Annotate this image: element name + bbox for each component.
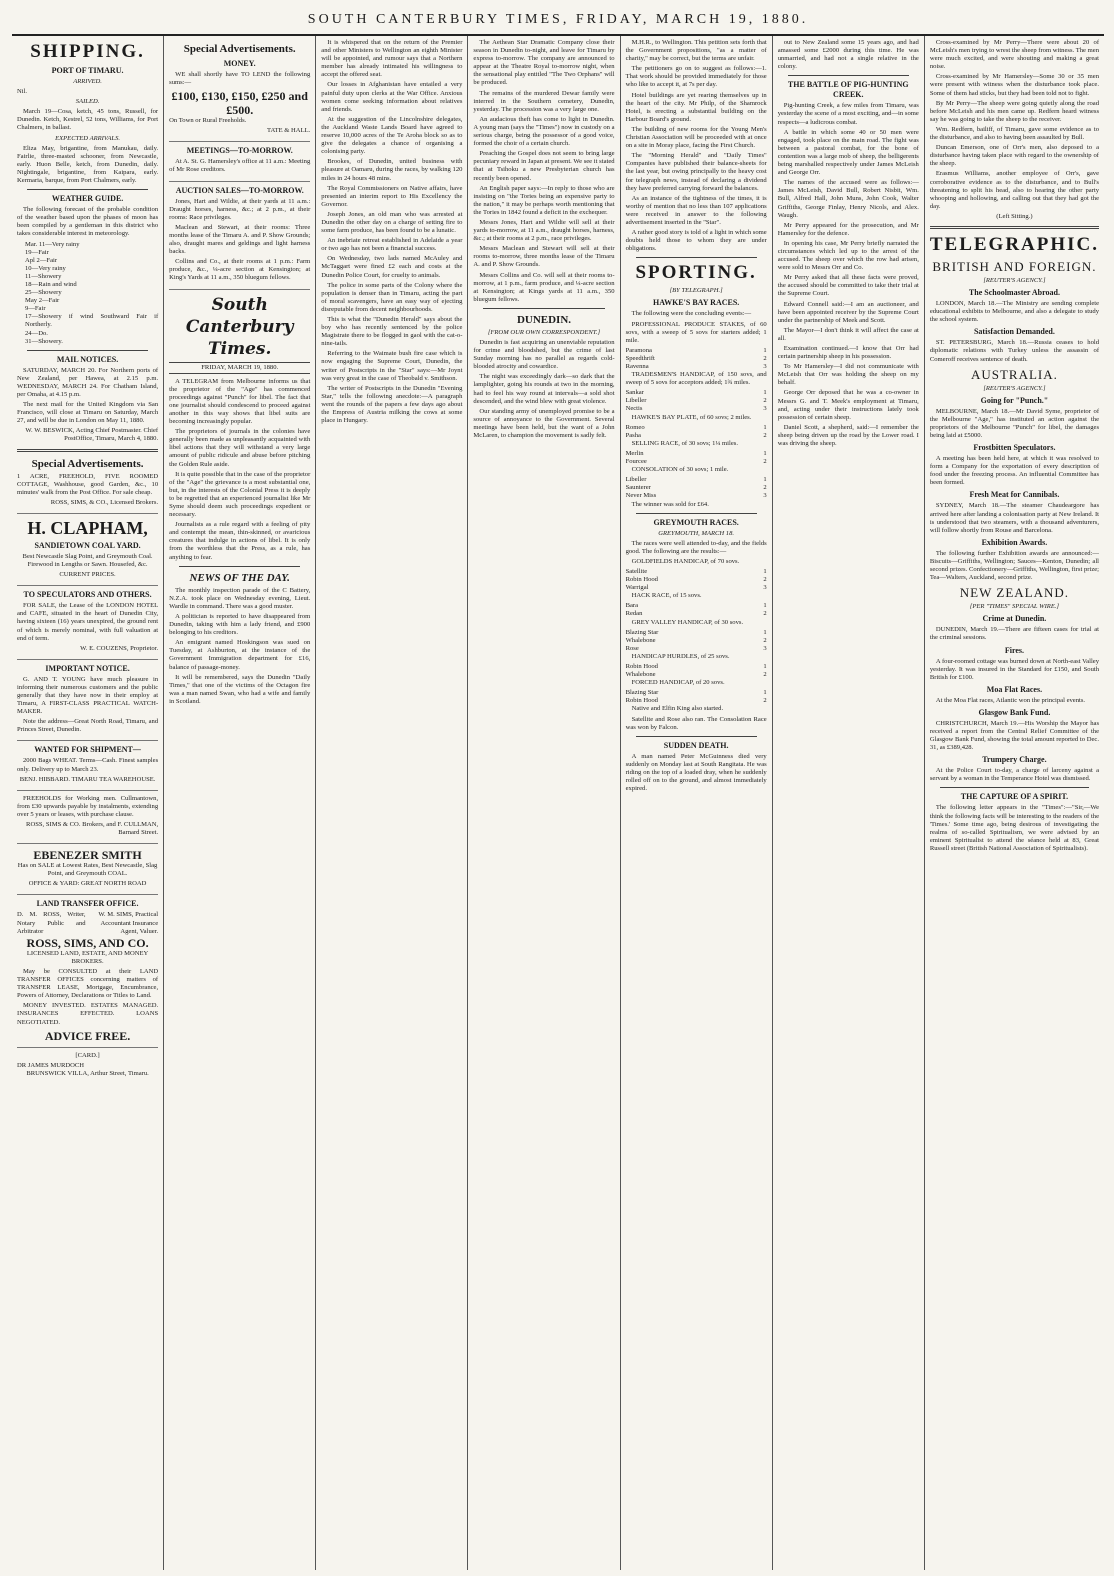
auction-text-3: Collins and Co., at their rooms at 1 p.m.: Farm produce, &c., ¼-acre section at Kensington; at King's Yards at 11 a.m., 350 bluegum fellows. (169, 258, 311, 282)
news-paragraph: Messrs Collins and Co. will sell at their rooms to-morrow, at 1 p.m., farm produce, and ¼-acre section at Kensington; at Kings yards at 11 a.m., 350 bluegum fellows. (473, 271, 615, 303)
land-right: W. M. SIMS, Practical Accountant Insurance Agent, Valuer. (98, 911, 159, 935)
nz-sub: [PER "TIMES" SPECIAL WIRE.] (969, 603, 1060, 611)
editorial-paragraph: The proprietors of journals in the colonies have generally been made as unpleasantly acquainted with libel actions that they will withstand a very large amount of public ridicule and abuse before pitching the Golden Rule aside. (169, 428, 311, 468)
race-name: TRADESMEN'S HANDICAP, of 150 sovs, and sweep of 5 sovs for acceptors added; 1¾ miles. (625, 371, 767, 387)
capture-text: The following letter appears in the "Times":—"Sir,—We think the following facts will be interesting to the readers of the 'Times.' Some time ago, being desirous of investigating the realms of so-called Spiritualism, we were advised by an eminent Spiritualist to attend the séance held at 83, Great Russell street (British National Association of Spiritualists). (929, 804, 1100, 852)
weather-item: 31—Showery. (25, 337, 63, 345)
news-paragraph: Preaching the Gospel does not seem to bring large pecuniary reward in Japan at present. We see it stated that at Tsihoku a new Presbyterian church has recently been opened. (473, 150, 615, 182)
horse-name: Sankar (625, 389, 644, 397)
horse-name: Speedthrift (625, 354, 655, 362)
column-1 (12, 36, 164, 1570)
clapham-text: Best Newcastle Slag Point, and Greymouth Coal. Firewood in Lengths or Sawn. Housefed, &c. (22, 552, 153, 569)
clapham-sub: SANDIETOWN COAL YARD. (34, 540, 141, 550)
race-name: GREY VALLEY HANDICAP, of 30 sovs. (631, 618, 744, 626)
race-name: HAWKE'S BAY PLATE, of 60 sovs; 2 miles. (631, 413, 752, 421)
wanted-sign: BENJ. HIBBARD. TIMARU TEA WAREHOUSE. (19, 775, 156, 783)
news-paragraph: Duncan Emerson, one of Orr's men, also deposed to a disturbance having taken place with regard to the ownership of the sheep. (929, 144, 1100, 168)
race-name: CONSOLATION of 30 sovs; 1 mile. (631, 466, 729, 474)
smith-ad (17, 848, 158, 895)
money-ad (169, 59, 310, 142)
clapham-name: H. CLAPHAM, (27, 517, 148, 538)
battle-paragraph: A battle in which some 40 or 50 men were engaged, took place on the main road. The fight was between a pastoral combat, for the bone of contention was a large mob of sheep, the belligerents being marshalled respectively under James McLeish and George Orr. (777, 128, 919, 177)
race-result-row (626, 432, 767, 440)
awards-text: The following further Exhibition awards are announced:—Biscuits—Griffiths, Wellington; Sauces—Kenton, Dunedin; all second prizes. Confectionery—Griffiths, Wellington, first prize; Tea—Walters, Auckland, second prize. (929, 549, 1100, 582)
weather-item: 24—Do. (25, 329, 48, 337)
weather-item: 9—Fair (25, 305, 46, 313)
arrived-text: Nil. (17, 88, 28, 96)
placing: 1 (763, 423, 767, 431)
horse-name: Saunterer (625, 484, 651, 492)
dunedin-paragraph: Dunedin is fast acquiring an unenviable reputation for crime and bloodshed, but the crime of last Sunday morning has no parallel as regards cold-blooded atrocity and cowardice. (473, 339, 615, 371)
horse-name: Libeller (625, 476, 647, 484)
wanted-title: WANTED FOR SHIPMENT— (34, 745, 141, 755)
news-paragraph: The remains of the murdered Dewar family were interred in the Southern cemetery, Dunedin, yesterday. The procession was a very large one. (473, 89, 615, 113)
battle-paragraph: Mr Perry asked that all these facts were proved, the accused should be committed to take their trial at the Supreme Court. (777, 274, 919, 298)
news-paragraph: An emigrant named Hoskingson was sued on Tuesday, at Ashburton, at the instance of the Government Immigration department for £16, balance of passage-money. (169, 639, 311, 671)
satisfaction-title: Satisfaction Demanded. (973, 327, 1055, 337)
horse-name: Satellite (625, 567, 648, 575)
card-label: [CARD.] (75, 1051, 100, 1059)
battle-paragraph: The Mayor—I don't think it will affect the case at all. (777, 326, 919, 342)
grey-events (626, 558, 767, 706)
placing: 2 (763, 636, 767, 644)
ross-name: ROSS, SIMS, AND CO. (26, 935, 149, 950)
punch-text: MELBOURNE, March 18.—Mr David Syme, proprietor of the Melbourne "Age," has instituted an action against the proprietors of the Melbourne "Punch" for libel, the damages being laid at £5000. (929, 407, 1100, 439)
weather-item: 18—Rain and wind (25, 280, 77, 288)
clapham-ad (17, 518, 158, 586)
news-paragraph: The "Morning Herald" and "Daily Times" Companies have published their balance-sheets for the last year, but owing principally to the heavy cost for telegraph news, instead of declaring a dividend they have preferred carrying forward the balances. (625, 152, 767, 192)
race-result-row (626, 584, 767, 592)
acre-ad-sign: ROSS, SIMS, & CO., Licensed Brokers. (50, 498, 159, 506)
left-sitting: (Left Sitting.) (996, 212, 1033, 220)
lease-text: FOR SALE, the Lease of the LONDON HOTEL and CAFE, situated in the heart of Dunedin City, having sixteen (16) years unexpired, the ground rent of which is merely nominal, with full valuation at end of term. (17, 602, 159, 642)
horse-name: Robin Hood (625, 697, 658, 705)
mail-sign: W. W. BESWICK, Acting Chief Postmaster. Chief PostOffice, Timaru, March 4, 1880. (25, 427, 159, 443)
crime-title: Crime at Dunedin. (982, 614, 1047, 624)
placing: 2 (763, 671, 767, 679)
sailed-text: March 19—Cosa, ketch, 45 tons, Russell, for Dunedin. Ketch, Kestrel, 52 tons, Williams, for Port Chalmers, in ballast. (17, 108, 159, 132)
column-5 (621, 36, 773, 1570)
horse-name: Libeller (625, 397, 647, 405)
australia-title: AUSTRALIA. (970, 366, 1058, 382)
battle-paragraph: In opening his case, Mr Perry briefly narrated the circumstances which led up to the arrest of the accused. The sheep over which the row had arisen, were sold to Messrs Orr and Co. (777, 239, 919, 272)
grey-note-2: Satellite and Rose also ran. The Consolation Race was won by Falcon. (625, 715, 767, 731)
dunedin-title: DUNEDIN. (516, 313, 572, 326)
acre-ad (17, 473, 158, 514)
winner-note: The winner was sold for £64. (631, 500, 709, 508)
placing: 1 (763, 389, 767, 397)
expected-text: Eliza May, brigantine, from Manukau, daily. Fairlie, three-masted schooner, from Newcastle, early. Huon Belle, ketch, from Dunedin, daily. Nightingale, brigantine, from Kaipara, early. Kermaria, barque, from Port Chalmers, early. (17, 144, 159, 185)
news-paragraph: An English paper says:—In reply to those who are insisting on "the Tories being an expensive party to the nation," it may be perhaps worth mentioning that the Tories in 1842 found a deficit in the exchequer. (473, 184, 615, 216)
meetings-text: At A. St. G. Hamersley's office at 11 a.m.: Meeting of Mr Rose creditors. (169, 158, 311, 174)
news-paragraph: A rather good story is told of a light in which some doubts held those to whom they are under obligations. (625, 229, 767, 253)
advice-free: ADVICE FREE. (44, 1028, 131, 1043)
trumpery-text: At the Police Court to-day, a charge of larceny against a servant by a woman in the Temperance Hotel was dismissed. (929, 767, 1100, 783)
placing: 1 (763, 449, 767, 457)
race-result-row (626, 602, 767, 610)
horse-name: Romeo (625, 423, 645, 431)
awards-title: Exhibition Awards. (981, 537, 1048, 547)
placing: 1 (763, 663, 767, 670)
news-paragraph: The Royal Commissioners on Native affairs, have presented an interim report to His Excellency the Governor. (321, 184, 463, 208)
punch-title: Going for "Punch." (980, 395, 1049, 405)
flat-text: At the Moa Flat races, Atlantic won the principal events. (935, 696, 1086, 704)
race-result-row (626, 697, 767, 705)
nz-title: NEW ZEALAND. (959, 585, 1070, 601)
weather-text: The following forecast of the probable condition of the weather based upon the phases of moon has been compiled by a gentleman in this district who takes considerable interest in meteorology. (17, 206, 159, 238)
nameplate: South Canterbury Times. (185, 294, 294, 359)
battle-paragraph: The names of the accused were as follows:—James McLeish, David Bull, Robert Nisbit, Wm. Bull, Alfred Hall, John Muns, John Cook, Walter Griffiths, George Finlay, Henry Nicols, and Alex. Waugh. (777, 179, 919, 219)
acre-ad-text: 1 ACRE, FREEHOLD, FIVE ROOMED COTTAGE, Washhouse, good Garden, &c., 10 minutes' walk from the Post Office. For sale cheap. (17, 472, 159, 496)
news-paragraph: The building of new rooms for the Young Men's Christian Association will be proceeded with at once on a site in Moray place, facing the First Church. (625, 125, 767, 150)
auction-title: AUCTION SALES—TO-MORROW. (175, 185, 304, 195)
news-paragraph: Messrs Jones, Hart and Wildie will sell at their yards to-morrow, at 11 a.m., draught horses, harness, &c.; at their rooms at 2 p.m., race privileges. (473, 218, 615, 243)
young-text-2: Note the address—Great North Road, Timaru, and Princes Street, Dunedin. (17, 718, 159, 734)
news-paragraph: Brookes, of Dunedin, united business with pleasure at Oamaru, during the races, by walking 120 miles in 24 hours 48 mins. (321, 158, 463, 182)
column-7 (925, 36, 1104, 1570)
race-name: PROFESSIONAL PRODUCE STAKES, of 60 sovs, with a sweep of 5 sovs for starters added; 1 mile. (625, 320, 767, 344)
news-paragraph: An inebriate retreat established in Adelaide a year or two ago has not been a financial success. (321, 237, 463, 253)
news-paragraph: Hotel buildings are yet rearing themselves up in the heart of the city. Mr Philp, of the Shamrock Hotel, is erecting a substantial building on the Harbour Board's ground. (625, 91, 767, 123)
weather-title: WEATHER GUIDE. (51, 194, 124, 204)
horse-name: Bara (625, 602, 639, 610)
lease-title: TO SPECULATORS AND OTHERS. (23, 590, 152, 600)
frostbitten-text: A meeting has been held here, at which it was resolved to form a Company for the exportation of every description of food under the freezing process. An influential Committee has been formed. (929, 455, 1100, 487)
reuters-label-2: [REUTER'S AGENCY.] (983, 384, 1046, 392)
placing: 2 (763, 397, 767, 405)
editorial-paragraph: A TELEGRAM from Melbourne informs us that the proprietor of the "Age" has commenced proceedings against "Punch" for libel. The fact that one journalist should condescend to proceed against another in this way shows that libel suits are becoming increasingly popular. (169, 377, 311, 426)
mail-title: MAIL NOTICES. (56, 354, 119, 364)
editorial-paragraph: Journalists as a rule regard with a feeling of pity and contempt the mean, thin-skinned, or avaricious creatures that indulge in actions of libel. It is only from the worthless that the Press, as a rule, has anything to fear. (169, 521, 311, 561)
battle-paragraph: Edward Connell said:—I am an auctioneer, and have been appointed receiver by the Supreme Court under the partnership of Meek and Scott. (777, 300, 919, 324)
weather-item: May 2—Fair (25, 297, 60, 305)
important-title: IMPORTANT NOTICE. (45, 663, 130, 673)
placing: 2 (763, 576, 767, 584)
freeholds-sign: ROSS, SIMS & CO. Brokers, and F. CULLMAN, Barnard Street. (26, 821, 159, 837)
column-4 (468, 36, 620, 1570)
horse-name: Robin Hood (625, 663, 658, 670)
news-paragraph: On Wednesday, two lads named McAuley and McTaggart were fined £2 each and costs at the Dunedin Police Court, for cruelty to animals. (321, 255, 463, 279)
news-paragraph: Erasmus Williams, another employee of Orr's, gave corroborative evidence as to the disturbance, and to Bull's threatening to split his head, also to hearing the other party whooping and hollowing, and calling out that they had got the day. (929, 170, 1100, 210)
money-sign: TATE & HALL. (267, 127, 311, 135)
race-result-row (626, 397, 767, 405)
editorial-paragraph: It is quite possible that in the case of the proprietor of the "Age" the grievance is a most substantial one, but, in the interests of the Colonial Press it is deeply to be regretted that an experienced journalist like Mr Syme should deem such proceedings expedient or necessary. (169, 470, 311, 519)
hawkes-events (626, 321, 767, 501)
money-text: WE shall shortly have TO LEND the following sums:— (169, 71, 311, 87)
weather-list (17, 241, 158, 346)
news-paragraph: A politician is reported to have disappeared from Dunedin, taking with him a lady friend, and £900 belonging to his creditors. (169, 612, 311, 637)
race-result-row (626, 476, 767, 484)
murdoch-name: DR JAMES MURDOCH (17, 1061, 85, 1069)
race-result-row (626, 492, 767, 500)
news-paragraph: The monthly inspection parade of the C Battery, N.Z.A. took place on Wednesday evening, Lieut. Wardle in command. There was a good muster. (169, 586, 311, 610)
young-ad (17, 664, 158, 742)
placing: 3 (763, 363, 767, 370)
race-result-row (626, 484, 767, 492)
mail-text: SATURDAY, MARCH 20. For Northern ports of New Zealand, per Hawea, at 2.15 p.m. WEDNESDAY, MARCH 24. For Chatham Island, per Omaha, at 4.15 p.m. (17, 366, 159, 398)
race-name: HACK RACE, of 15 sovs. (631, 592, 702, 600)
smith-office: OFFICE & YARD: GREAT NORTH ROAD (28, 880, 147, 888)
ross-text-3: MONEY INVESTED. ESTATES MANAGED. INSURANCES EFFECTED. LOANS NEGOTIATED. (17, 1002, 159, 1026)
weather-item: 19—Fair (25, 248, 49, 256)
placing: 3 (763, 405, 767, 413)
ross-text-2: May be CONSULTED at their LAND TRANSFER OFFICES concerning matters of TRANSFER LEASE, Mortgage, Encumbrance, Powers of Attorney, Declarations or Titles to Land. (17, 967, 159, 1000)
column-3 (316, 36, 468, 1570)
auction-text: Jones, Hart and Wildie, at their yards at 11 a.m.: Draught horses, harness, &c.; at 2 p.m., at their rooms: Race privileges. (169, 197, 311, 221)
placing: 1 (763, 602, 767, 610)
news-paragraph: An audacious theft has come to light in Dunedin. A young man (says the "Times") now in custody on a serious charge, being the possessor of a good voice, formed the choir of a certain church. (473, 115, 615, 148)
horse-name: Paramona (625, 346, 652, 354)
news-paragraph: As an instance of the tightness of the times, it is worthy of mention that no less than 107 applications were received in answer to the following advertisement inserted in the "Star". (625, 194, 767, 226)
port-title: PORT OF TIMARU. (51, 66, 124, 75)
grey-note: Native and Elfin King also started. (631, 705, 724, 713)
horse-name: Ravenna (625, 363, 649, 370)
grey-title: GREYMOUTH RACES. (653, 517, 739, 527)
battle-paragraph: Mr Perry appeared for the prosecution, and Mr Hamersley for the defence. (777, 221, 919, 237)
race-result-row (626, 568, 767, 576)
news-paragraph: It is whispered that on the return of the Premier and other Ministers to Wellington an eighth Minister will be appointed, and rumour says that a Northern member has already intimated his willingness to accept the offered seat. (321, 39, 463, 79)
news-title: NEWS OF THE DAY. (189, 571, 290, 584)
news-paragraph: The petitioners go on to suggest as follows:—1. That work should be provided immediately for those who like to accept it, at 7s per day. (625, 65, 767, 89)
glasgow-text: CHRISTCHURCH, March 19.—His Worship the Mayor has received a report from the Central Relief Committee of the Glasgow Bank Fund, showing the total amount reported to Dec. 31, as £389,428. (929, 719, 1100, 752)
crime-text: DUNEDIN, March 19.—There are fifteen cases for trial at the criminal sessions. (929, 626, 1100, 642)
capture-title: THE CAPTURE OF A SPIRIT. (960, 792, 1069, 802)
placing: 2 (763, 697, 767, 705)
weather-item: Apl 2—Fair (25, 256, 58, 264)
grey-dateline: GREYMOUTH, MARCH 18. (658, 529, 735, 537)
expected-heading: EXPECTED ARRIVALS. (55, 134, 121, 142)
column-6 (773, 36, 925, 1570)
race-result-row (626, 663, 767, 671)
weather-item: 11—Showery (25, 272, 62, 280)
horse-name: Rose (625, 644, 639, 652)
placing: 2 (763, 458, 767, 466)
meetings-ad (169, 146, 310, 181)
auction-text-2: Maclean and Stewart, at their rooms: Three months lease of the Timaru A. and P. Show Grounds; also, draught mares and geldings and light harness backs. (169, 223, 311, 256)
horse-name: Pasha (625, 431, 641, 439)
dunedin-paragraph: Our standing army of unemployed promise to be a source of annoyance to the Government. Several meetings have been held, but the want of a John McLaren, to champion the movement is sadly felt. (473, 407, 615, 440)
race-result-row (626, 629, 767, 637)
smith-name: EBENEZER SMITH (33, 848, 142, 863)
young-text: G. AND T. YOUNG have much pleasure in informing their numerous customers and the public generally that they have now in their employ at Timaru, A FIRST-CLASS PRACTICAL WATCH-MAKER. (17, 675, 159, 716)
news-paragraph: Cross-examined by Mr Perry—There were about 20 of McLeish's men trying to wrest the sheep from witness. The men were much excited, and were shouting and making a great noise. (929, 39, 1100, 71)
horse-name: Redan (625, 610, 643, 618)
flat-title: Moa Flat Races. (986, 684, 1043, 694)
battle-paragraph: Examination continued.—I know that Orr had certain partnership sheep in his possession. (777, 345, 919, 361)
lease-ad (17, 590, 158, 660)
land-title: LAND TRANSFER OFFICE. (36, 899, 139, 909)
ross-text: LICENSED LAND, ESTATE, AND MONEY BROKERS. (26, 949, 149, 965)
news-paragraph: Messrs Maclean and Stewart will sell at their rooms to-morrow, three months lease of the Timaru A. and P. Show Grounds. (473, 245, 615, 269)
auction-ad (169, 186, 310, 290)
race-result-row (626, 645, 767, 653)
special-ads-title-2: Special Advertisements. (183, 43, 296, 55)
horse-name: Whalebone (625, 671, 656, 679)
placing: 2 (763, 354, 767, 362)
news-paragraph: The police in some parts of the Colony where the population is denser than in Timaru, acting the part of moral scavengers, have an easy way of ejecting disreputable from decent neighbourhoods. (321, 281, 463, 313)
weather-item: 17—Showery if wind Southward Fair if Northerly. (25, 313, 159, 329)
horse-name: Never Miss (625, 492, 657, 500)
grey-intro: The races were well attended to-day, and the fields good. The following are the results:— (625, 539, 767, 555)
news-paragraph: Our losses in Afghanistan have entailed a very painful duty upon clerks at the War Office. Anxious women come seeking information about relatives and friends. (321, 81, 463, 113)
school-text: LONDON, March 18.—The Ministry are sending complete educational exhibits to Melbourne, and also a delegate to study the school system. (929, 300, 1100, 324)
race-result-row (626, 363, 767, 371)
battle-paragraph: Daniel Scott, a shepherd, said:—I remember the sheep being driven up the road by the Lower road. I was driving the sheep. (777, 423, 919, 448)
hawkes-title: HAWKE'S BAY RACES. (652, 298, 740, 308)
race-result-row (626, 637, 767, 645)
race-result-row (626, 450, 767, 458)
land-ad (17, 899, 158, 1047)
meetings-title: MEETINGS—TO-MORROW. (186, 146, 293, 156)
horse-name: Nectis (625, 405, 643, 413)
smith-text: Has on SALE at Lowest Rates, Best Newcastle, Slag Point, and Greymouth COAL. (17, 862, 158, 878)
special-ads-title: Special Advertisements. (31, 457, 144, 470)
race-result-row (626, 458, 767, 466)
murdoch-sub: BRUNSWICK VILLA, Arthur Street, Timaru. (26, 1069, 149, 1077)
sailed-heading: SAILED. (75, 98, 100, 106)
sudden-text: A man named Peter McGuinness died very suddenly on Monday last at South Rangitata. He was riding on the top of a loaded dray, when he suddenly rolled off on to the ground, and almost immediately expired. (625, 752, 767, 793)
battle-paragraph: To Mr Hamersley—I did not communicate with McLeish that Orr was holding the sheep on my behalf. (777, 363, 919, 387)
editorial-dateline: FRIDAY, MARCH 19, 1880. (169, 362, 310, 374)
money-title: MONEY. (223, 59, 256, 68)
news-paragraph: Cross-examined by Mr Hamersley—Some 30 or 35 men were present with witness when the disturbance took place. Some of them had sticks, but they had been told not to fight. (929, 73, 1100, 97)
fires-text: A four-roomed cottage was burned down at North-east Valley yesterday. It was insured in the Standard for £150, and South British for £100. (929, 657, 1100, 681)
shipping-title: SHIPPING. (30, 41, 145, 62)
freeholds-ad (17, 795, 158, 844)
placing: 2 (763, 431, 767, 439)
race-result-row (626, 405, 767, 413)
money-sub: On Town or Rural Freeholds. (169, 117, 247, 125)
race-name: GOLDFIELDS HANDICAP, of 70 sovs. (631, 557, 740, 565)
placing: 1 (763, 476, 767, 484)
race-result-row (626, 424, 767, 432)
lease-sign: W. E. COUZENS, Proprietor. (80, 644, 159, 652)
dunedin-sub: [FROM OUR OWN CORRESPONDENT.] (487, 328, 601, 336)
trumpery-title: Trumpery Charge. (982, 755, 1047, 765)
race-name: SELLING RACE, of 30 sovs; 1¼ miles. (631, 439, 738, 447)
news-paragraph: Referring to the Waimate bush fire case which is now engaging the Supreme Court, Dunedin, the writer of Postscripts in the "Star" says:—Mr Joynt was very great in the case of Theobald v. Smithson. (321, 350, 463, 382)
horse-name: Blazing Star (625, 628, 659, 636)
wanted-text: 2000 Bags WHEAT. Terms—Cash. Finest samples only. Delivery up to March 23. (17, 757, 159, 773)
arrived-heading: ARRIVED. (73, 78, 102, 85)
horse-name: Merlin (625, 449, 644, 457)
sporting-sub: [BY TELEGRAPH.] (669, 287, 723, 295)
race-name: FORCED HANDICAP, of 20 sovs. (631, 679, 725, 687)
mail-text-2: The next mail for the United Kingdom via San Francisco, will close at Timaru on Saturday, March 27, and will be due in London on May 11, 1880. (17, 401, 159, 425)
horse-name: Whalebone (625, 636, 656, 644)
placing: 3 (763, 584, 767, 592)
dunedin-paragraph: The night was exceedingly dark—so dark that the lamplighter, going his rounds at two in the morning, had to feel his way round at intervals—a sold shot descended, and the wind blew with great violence. (473, 373, 615, 405)
weather-item: 10—Very rainy (25, 264, 66, 272)
fires-title: Fires. (1004, 645, 1025, 655)
horse-name: Blazing Star (625, 689, 659, 697)
race-result-row (626, 671, 767, 679)
cannibals-title: Fresh Meat for Cannibals. (969, 490, 1060, 500)
news-paragraph: The Aethean Star Dramatic Company close their season in Dunedin to-night, and leave for Timaru by express to-morrow. The company are announced to appear at the Theatre Royal to-morrow night, when the sensational play entitled "The Two Orphans" will be produced. (473, 39, 615, 87)
masthead: SOUTH CANTERBURY TIMES, FRIDAY, MARCH 19, 1880. (12, 8, 1104, 36)
weather-item: Mar. 11—Very rainy (25, 240, 80, 248)
sudden-title: SUDDEN DEATH. (663, 740, 729, 750)
column-2 (164, 36, 316, 1570)
race-result-row (626, 389, 767, 397)
satisfaction-text: ST. PETERSBURG, March 18.—Russia ceases to hold diplomatic relations with Turkey unless the assassin of Comeroff receives sentence of death. (929, 339, 1100, 363)
placing: 1 (763, 567, 767, 575)
news-paragraph: The writer of Postscripts in the Dunedin "Evening Star," tells the following anecdote:—A paragraph went the rounds of the papers a few days ago about the Empress of Austria milking the cows at some place in Hungary. (321, 384, 463, 425)
placing: 3 (763, 492, 767, 500)
news-paragraph: By Mr Perry—The sheep were going quietly along the road before McLeish and his men came up. Redfern heard witness say he was going to take the sheep to the receiver. (929, 99, 1100, 123)
race-name: HANDICAP HURDLES, of 25 sovs. (631, 652, 730, 660)
hawkes-intro: The following were the concluding events:— (631, 310, 752, 318)
wanted-ad (17, 745, 158, 790)
money-amounts: £100, £130, £150, £250 and £500. (171, 89, 308, 118)
news-paragraph: Wm. Redfern, bailiff, of Timaru, gave some evidence as to the disturbance, and also to having been assaulted by Bull. (929, 125, 1100, 142)
placing: 3 (763, 644, 767, 652)
horse-name: Warrigal (625, 584, 649, 592)
battle-title: THE BATTLE OF PIG-HUNTING CREEK. (787, 80, 909, 100)
placing: 1 (763, 628, 767, 636)
placing: 1 (763, 346, 767, 354)
news-paragraph: out to New Zealand some 15 years ago, and had amassed some £2000 during this time. He was unmarried, and had not a single relative in the colony. (777, 39, 919, 71)
news-paragraph: M.H.R., to Wellington. This petition sets forth that the Government propositions, "as a matter of charity," may be correct, but the terms are unfair. (625, 39, 767, 63)
school-title: The Schoolmaster Abroad. (968, 288, 1060, 298)
freeholds-text: FREEHOLDS for Working men. Cullmantown, from £30 upwards payable by instalments, extending over 5 years or leases, with purchase clause. (17, 794, 159, 818)
race-result-row (626, 610, 767, 618)
current-prices: CURRENT PRICES. (59, 571, 116, 579)
reuters-label: [REUTER'S AGENCY.] (983, 276, 1046, 284)
race-result-row (626, 689, 767, 697)
race-result-row (626, 355, 767, 363)
battle-paragraph: George Orr deposed that he was a co-owner in Messrs G. and T. Meek's employment at Timaru, and, acting under their instructions lately took possession of certain sheep. (777, 389, 919, 421)
placing: 2 (763, 610, 767, 618)
horse-name: Robin Hood (625, 576, 658, 584)
news-paragraph: This is what the "Dunedin Herald" says about the boy who has recently sentenced by the police Magistrate there to be flogged in gaol with the cat-o-nine-tails. (321, 316, 463, 348)
race-result-row (626, 576, 767, 584)
news-paragraph: Joseph Jones, an old man who was arrested at Dunedin the other day on a charge of setting fire to some farm produce, has been found to be a lunatic. (321, 210, 463, 235)
columns (12, 36, 1104, 1570)
british-title: BRITISH AND FOREIGN. (932, 258, 1097, 274)
frostbitten-title: Frostbitten Speculators. (973, 443, 1056, 453)
placing: 2 (763, 484, 767, 492)
telegraphic-title: TELEGRAPHIC. (929, 233, 1100, 255)
weather-item: 25—Showery (25, 289, 62, 297)
sporting-title: SPORTING. (635, 262, 757, 284)
land-left: D. M. ROSS, Writer, Notary Public and Arbitrator (17, 911, 86, 935)
race-result-row (626, 347, 767, 355)
horse-name: Fourcee (625, 458, 647, 466)
glasgow-title: Glasgow Bank Fund. (978, 707, 1051, 717)
battle-paragraph: Pig-hunting Creek, a few miles from Timaru, was yesterday the scene of a most exciting, and—in some respects—a ludicrous combat. (777, 102, 919, 126)
cannibals-text: SYDNEY, March 18.—The steamer Chaudeargore has arrived here after landing a colonisation party at New Ireland. It is understood that two steamers, with a thousand adventurers, will follow shortly from Rouse and Barcelona. (929, 502, 1100, 534)
news-paragraph: At the suggestion of the Lincolnshire delegates, the Auckland Waste Lands Board have agreed to reserve 10,000 acres of the Te Aroha block so as to give the delegates a chance of organising a colonising party. (321, 115, 463, 156)
news-paragraph: It will be remembered, says the Dunedin "Daily Times," that one of the victims of the Octagon fire was a man named Swan, who had a wife and family in Scotland. (169, 673, 311, 705)
placing: 1 (763, 689, 767, 697)
